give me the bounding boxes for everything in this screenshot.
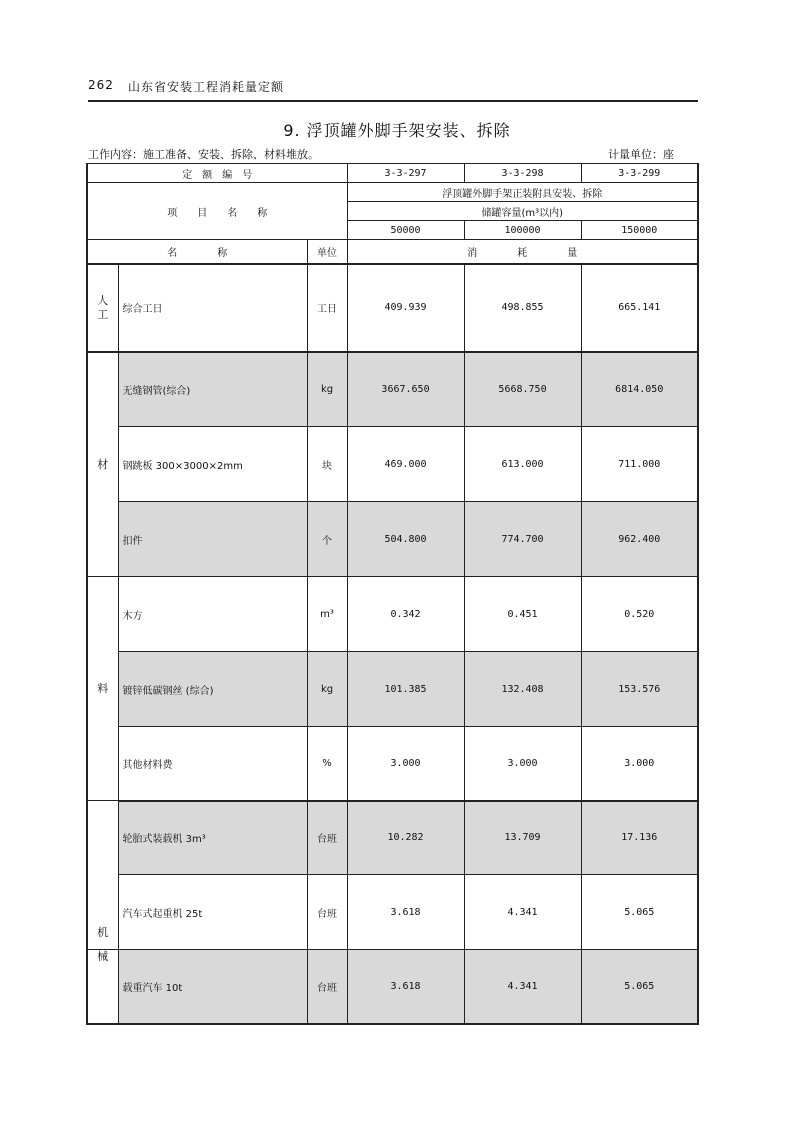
row-name: 钢跳板 300×3000×2mm [118, 427, 307, 502]
column-name-header: 名 称 [87, 240, 307, 264]
quota-code: 3-3-297 [347, 164, 464, 183]
row-value: 5.065 [581, 875, 698, 950]
row-value: 665.141 [581, 264, 698, 352]
category-material: 料 [87, 577, 118, 801]
row-value: 5.065 [581, 950, 698, 1024]
table-row [87, 652, 698, 727]
row-value: 711.000 [581, 427, 698, 502]
row-unit: % [307, 727, 347, 801]
category-labor: 人 工 [87, 264, 118, 352]
column-unit-header: 单位 [307, 240, 347, 264]
row-unit: kg [307, 652, 347, 727]
row-value: 3.618 [347, 950, 464, 1024]
row-name: 扣件 [118, 502, 307, 577]
item-name-label: 项 目 名 称 [87, 183, 347, 240]
row-value: 3.618 [347, 875, 464, 950]
row-unit: kg [307, 352, 347, 427]
row-name: 无缝钢管(综合) [118, 352, 307, 427]
row-name: 汽车式起重机 25t [118, 875, 307, 950]
table-row [87, 875, 698, 950]
row-value: 10.282 [347, 801, 464, 875]
table-row [87, 950, 698, 1024]
row-value: 409.939 [347, 264, 464, 352]
row-unit: 台班 [307, 801, 347, 875]
row-value: 504.800 [347, 502, 464, 577]
table-row [87, 502, 698, 577]
row-name: 轮胎式装载机 3m³ [118, 801, 307, 875]
row-value: 13.709 [464, 801, 581, 875]
row-value: 0.342 [347, 577, 464, 652]
row-value: 6814.050 [581, 352, 698, 427]
table-row [87, 264, 698, 352]
measure-unit: 计量单位：座 [608, 148, 674, 161]
item-description: 浮顶罐外脚手架正装附具安装、拆除 [347, 183, 698, 202]
row-name: 镀锌低碳钢丝 (综合) [118, 652, 307, 727]
section-title: 9. 浮顶罐外脚手架安装、拆除 [283, 121, 511, 140]
row-unit: m³ [307, 577, 347, 652]
row-value: 4.341 [464, 950, 581, 1024]
row-unit: 台班 [307, 950, 347, 1024]
page-number: 262 [88, 78, 114, 92]
quota-no-label: 定 额 编 号 [87, 164, 347, 183]
row-value: 3.000 [581, 727, 698, 801]
row-value: 5668.750 [464, 352, 581, 427]
table-row [87, 801, 698, 875]
row-value: 469.000 [347, 427, 464, 502]
category-material: 材 [87, 352, 118, 577]
table-row [87, 352, 698, 427]
row-unit: 个 [307, 502, 347, 577]
row-value: 613.000 [464, 427, 581, 502]
category-machine: 械 [87, 950, 118, 1024]
row-name: 其他材料费 [118, 727, 307, 801]
row-value: 0.451 [464, 577, 581, 652]
capacity-value: 100000 [464, 221, 581, 240]
category-machine: 机 [87, 801, 118, 950]
row-value: 17.136 [581, 801, 698, 875]
page-header [88, 74, 698, 102]
row-value: 132.408 [464, 652, 581, 727]
capacity-label: 储罐容量(m³以内) [347, 202, 698, 221]
quota-table [86, 163, 699, 1025]
row-value: 3.000 [347, 727, 464, 801]
row-value: 101.385 [347, 652, 464, 727]
row-unit: 台班 [307, 875, 347, 950]
row-value: 3.000 [464, 727, 581, 801]
quota-code: 3-3-298 [464, 164, 581, 183]
row-unit: 工日 [307, 264, 347, 352]
row-name: 载重汽车 10t [118, 950, 307, 1024]
row-value: 153.576 [581, 652, 698, 727]
row-name: 综合工日 [118, 264, 307, 352]
capacity-value: 150000 [581, 221, 698, 240]
table-row [87, 427, 698, 502]
row-unit: 块 [307, 427, 347, 502]
capacity-value: 50000 [347, 221, 464, 240]
row-value: 774.700 [464, 502, 581, 577]
table-row [87, 577, 698, 652]
row-value: 4.341 [464, 875, 581, 950]
row-value: 962.400 [581, 502, 698, 577]
table-row [87, 727, 698, 801]
column-consumption-header: 消 耗 量 [347, 240, 698, 264]
quota-code: 3-3-299 [581, 164, 698, 183]
row-name: 木方 [118, 577, 307, 652]
work-content: 工作内容：施工准备、安装、拆除、材料堆放。 [88, 148, 319, 161]
row-value: 498.855 [464, 264, 581, 352]
book-title: 山东省安装工程消耗量定额 [128, 80, 285, 94]
row-value: 0.520 [581, 577, 698, 652]
row-value: 3667.650 [347, 352, 464, 427]
